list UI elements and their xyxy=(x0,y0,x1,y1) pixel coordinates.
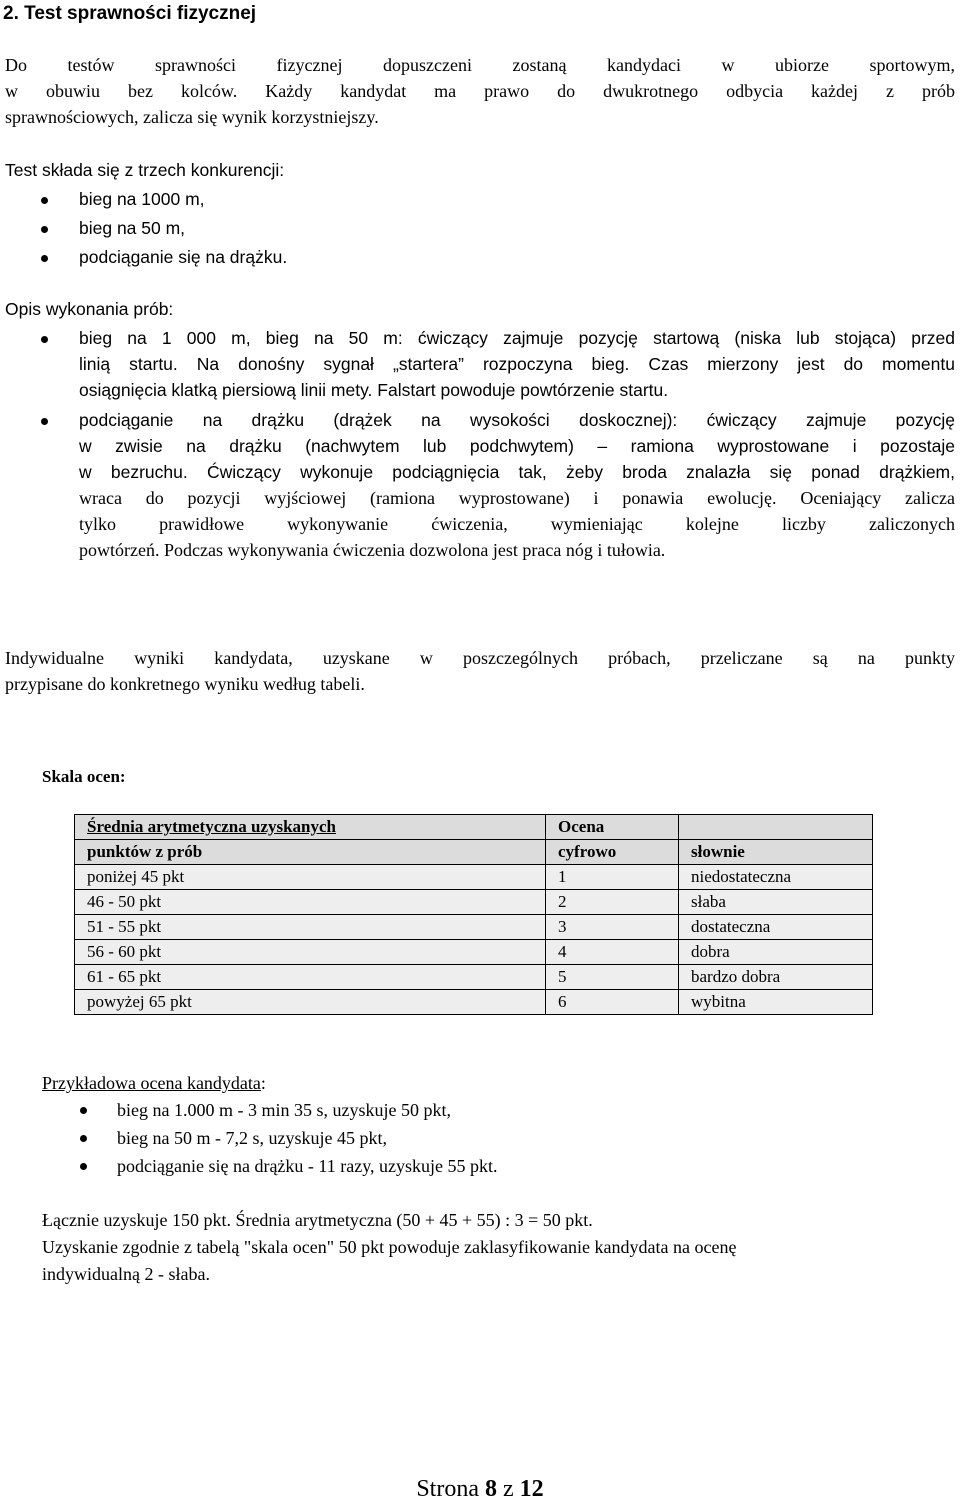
summary-line: Uzyskanie zgodnie z tabelą "skala ocen" 50 pkt powoduje zaklasyfikowanie kandydata na ocenę xyxy=(42,1237,737,1257)
section-heading: 2. Test sprawności fizycznej xyxy=(3,3,257,24)
example-title xyxy=(42,1070,266,1096)
description-1-line: bieg na 1 000 m, bieg na 50 m: ćwiczący zajmuje pozycję startową (niska lub stojąca) przed xyxy=(79,328,955,348)
bullet-icon xyxy=(80,1107,87,1114)
scale-title: Skala ocen: xyxy=(42,767,126,786)
header-cell: słownie xyxy=(679,840,873,865)
table-cell: 5 xyxy=(546,965,679,990)
description-2-line: w zwisie na drążku (nachwytem lub podchwytem) – ramiona wyprostowane i pozostaje xyxy=(79,436,955,456)
table-cell: 1 xyxy=(546,865,679,890)
table-cell: dostateczna xyxy=(679,915,873,940)
table-row xyxy=(75,990,873,1015)
table-cell: powyżej 65 pkt xyxy=(75,990,546,1015)
summary-line: indywidualną 2 - słaba. xyxy=(42,1264,210,1284)
bullet-icon xyxy=(41,336,48,343)
example-item: bieg na 50 m - 7,2 s, uzyskuje 45 pkt, xyxy=(117,1128,387,1148)
intro-line-3: sprawnościowych, zalicza się wynik korzystniejszy. xyxy=(5,107,379,127)
table-cell: 3 xyxy=(546,915,679,940)
table-cell: 4 xyxy=(546,940,679,965)
tests-intro: Test składa się z trzech konkurencji: xyxy=(5,160,285,180)
scoring-line: Indywidualne wyniki kandydata, uzyskane w poszczególnych próbach, przeliczane są na punkty xyxy=(5,648,955,668)
description-2-line: tylko prawidłowe wykonywanie ćwiczenia, wymieniając kolejne liczby zaliczonych xyxy=(79,514,955,534)
description-heading: Opis wykonania prób: xyxy=(5,299,174,319)
table-row xyxy=(75,865,873,890)
table-row xyxy=(75,915,873,940)
table-cell: niedostateczna xyxy=(679,865,873,890)
table-cell: 6 xyxy=(546,990,679,1015)
grades-table xyxy=(74,814,873,1015)
table-row xyxy=(75,890,873,915)
example-title-colon: : xyxy=(260,1073,266,1093)
header-cell xyxy=(679,815,873,840)
bullet-icon xyxy=(41,226,48,233)
bullet-icon xyxy=(41,418,48,425)
bullet-icon xyxy=(80,1163,87,1170)
footer-page-number: 8 xyxy=(485,1476,497,1502)
bullet-icon xyxy=(80,1135,87,1142)
table-cell: 61 - 65 pkt xyxy=(75,965,546,990)
test-item: bieg na 50 m, xyxy=(79,218,186,238)
header-cell: punktów z prób xyxy=(75,840,546,865)
table-cell: 56 - 60 pkt xyxy=(75,940,546,965)
table-cell: słaba xyxy=(679,890,873,915)
description-1-line: linią startu. Na donośny sygnał „startera” rozpoczyna bieg. Czas mierzony jest do momentu xyxy=(79,354,955,374)
description-1-line: osiągnięcia klatką piersiową linii mety. Falstart powoduje powtórzenie startu. xyxy=(79,380,669,400)
footer-of-word: z xyxy=(503,1476,514,1502)
example-title-text: Przykładowa ocena kandydata xyxy=(42,1073,261,1093)
header-cell: cyfrowo xyxy=(546,840,679,865)
description-2-line: w bezruchu. Ćwiczący wykonuje podciągnięcia tak, żeby broda znalazła się ponad drążkiem, xyxy=(79,462,955,482)
example-item: podciąganie się na drążku - 11 razy, uzyskuje 55 pkt. xyxy=(117,1156,498,1176)
intro-line-2: w obuwiu bez kolców. Każdy kandydat ma prawo do dwukrotnego odbycia każdej z prób xyxy=(5,81,955,101)
summary-line: Łącznie uzyskuje 150 pkt. Średnia arytmetyczna (50 + 45 + 55) : 3 = 50 pkt. xyxy=(42,1210,593,1230)
header-cell: Średnia arytmetyczna uzyskanych xyxy=(75,815,546,840)
bullet-icon xyxy=(41,197,48,204)
table-cell: poniżej 45 pkt xyxy=(75,865,546,890)
header-cell: Ocena xyxy=(546,815,679,840)
table-cell: bardzo dobra xyxy=(679,965,873,990)
table-header-row xyxy=(75,815,873,840)
example-item: bieg na 1.000 m - 3 min 35 s, uzyskuje 50 pkt, xyxy=(117,1100,451,1120)
table-cell: 2 xyxy=(546,890,679,915)
description-2-line: podciąganie na drążku (drążek na wysokości doskocznej): ćwiczący zajmuje pozycję xyxy=(79,410,955,430)
scoring-line: przypisane do konkretnego wyniku według tabeli. xyxy=(5,674,365,694)
test-item: podciąganie się na drążku. xyxy=(79,247,288,267)
table-cell: dobra xyxy=(679,940,873,965)
intro-line-1: Do testów sprawności fizycznej dopuszczeni zostaną kandydaci w ubiorze sportowym, xyxy=(5,55,955,75)
table-cell: 46 - 50 pkt xyxy=(75,890,546,915)
description-2-line: powtórzeń. Podczas wykonywania ćwiczenia dozwolona jest praca nóg i tułowia. xyxy=(79,540,666,560)
bullet-icon xyxy=(41,255,48,262)
table-header-row xyxy=(75,840,873,865)
table-cell: wybitna xyxy=(679,990,873,1015)
page-footer xyxy=(0,1474,960,1504)
test-item: bieg na 1000 m, xyxy=(79,189,205,209)
table-row xyxy=(75,940,873,965)
footer-page-word: Strona xyxy=(416,1476,479,1502)
table-row xyxy=(75,965,873,990)
table-cell: 51 - 55 pkt xyxy=(75,915,546,940)
description-2-line: wraca do pozycji wyjściowej (ramiona wyprostowane) i ponawia ewolucję. Oceniający zalicza xyxy=(79,488,955,508)
footer-total-pages: 12 xyxy=(519,1476,544,1502)
